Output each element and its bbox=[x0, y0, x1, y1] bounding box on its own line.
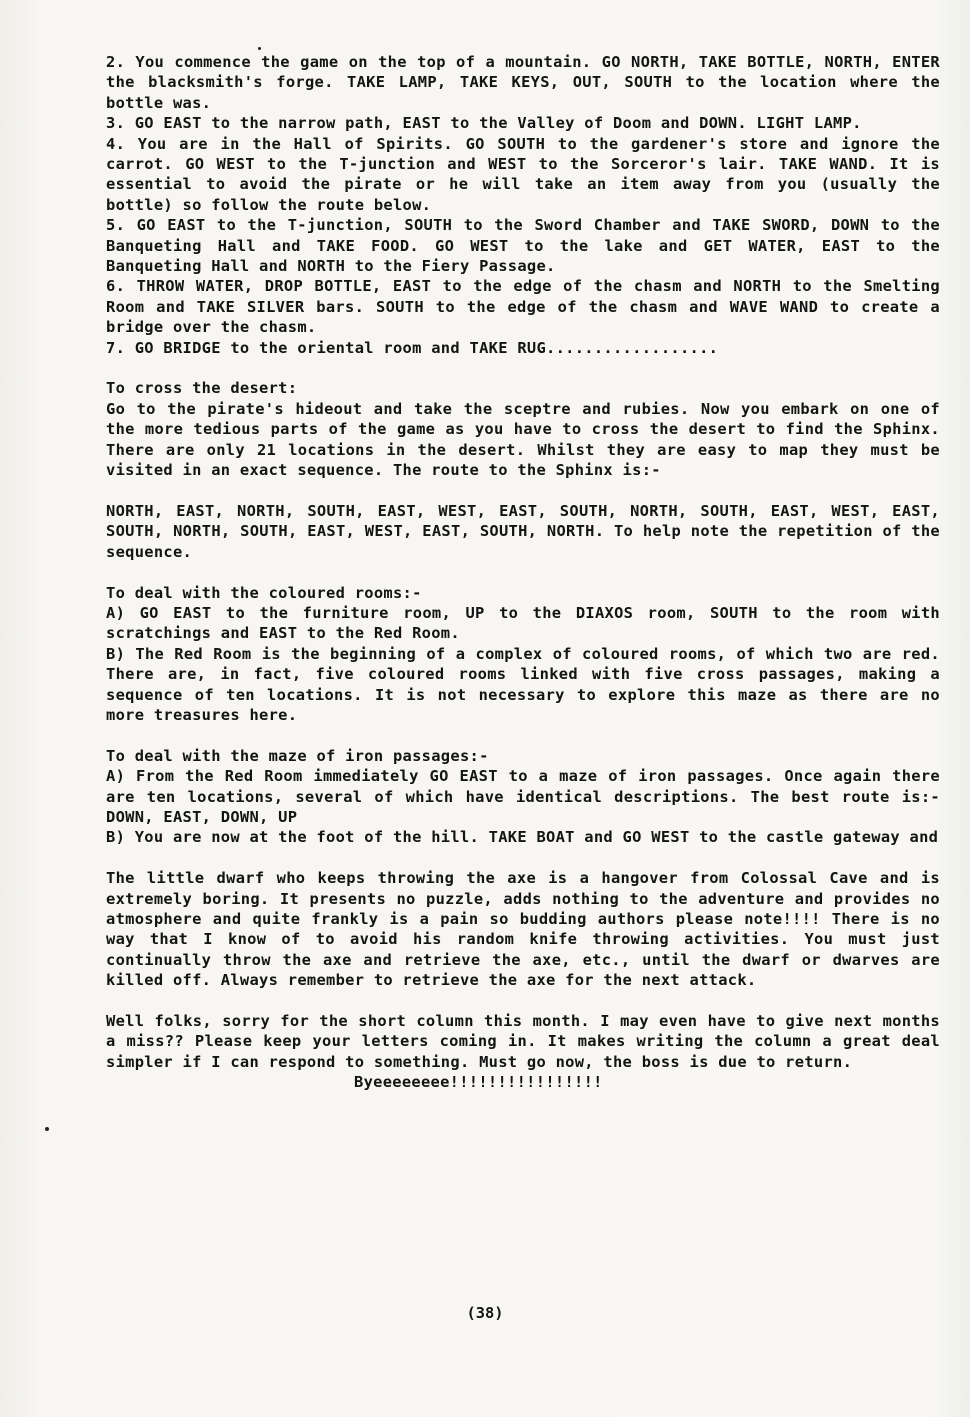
coloured-rooms-heading: To deal with the coloured rooms:- bbox=[106, 583, 422, 602]
step-3-paragraph: 3. GO EAST to the narrow path, EAST to the Valley of Doom and DOWN. LIGHT LAMP. bbox=[106, 114, 862, 133]
stray-dot-mark bbox=[258, 47, 261, 50]
iron-maze-heading: To deal with the maze of iron passages:- bbox=[106, 746, 489, 765]
closing-paragraph: Well folks, sorry for the short column this month. I may even have to give next months a miss?? Please keep your letters coming in. It makes writing the column a great deal simpler if I can respond to something. Must go now, the boss is due to return. bbox=[106, 1012, 940, 1071]
stray-dot-mark bbox=[45, 1127, 49, 1131]
step-4-paragraph: 4. You are in the Hall of Spirits. GO SOUTH to the gardener's store and ignore the carrot. GO WEST to the T-junction and WEST to the Sorceror's lair. TAKE WAND. It is essential to avoid the pirate or he will take an item away from you (usually the bottle) so follow the route below. bbox=[106, 134, 940, 214]
step-5-paragraph: 5. GO EAST to the T-junction, SOUTH to the Sword Chamber and TAKE SWORD, DOWN to the Banqueting Hall and TAKE FOOD. GO WEST to the lake and GET WATER, EAST to the Banqueting Hall and NORTH to the Fiery Passage. bbox=[106, 216, 940, 276]
iron-maze-step-b: B) You are now at the foot of the hill. TAKE BOAT and GO WEST to the castle gateway and bbox=[106, 828, 939, 847]
signoff: Byeeeeeeee!!!!!!!!!!!!!!!! bbox=[354, 1073, 603, 1092]
iron-maze-step-a: A) From the Red Room immediately GO EAST to a maze of iron passages. Once again there are ten locations, several of which have identical descriptions. The best route is:- DOWN, EAST, DOWN, UP bbox=[106, 767, 940, 826]
desert-route-paragraph: NORTH, EAST, NORTH, SOUTH, EAST, WEST, EAST, SOUTH, NORTH, SOUTH, EAST, WEST, EAST, SOUTH, NORTH, SOUTH, EAST, WEST, EAST, SOUTH, NORTH. To help note the repetition of the sequence. bbox=[106, 501, 940, 561]
page-number: (38) bbox=[466, 1304, 504, 1322]
step-6-paragraph: 6. THROW WATER, DROP BOTTLE, EAST to the edge of the chasm and NORTH to the Smelting Room and TAKE SILVER bars. SOUTH to the edge of the chasm and WAVE WAND to create a bridge over the chasm. bbox=[106, 277, 940, 337]
dwarf-paragraph: The little dwarf who keeps throwing the axe is a hangover from Colossal Cave and is extremely boring. It presents no puzzle, adds nothing to the adventure and provides no atmosphere and quite frankly is a pain so budding authors please note!!!! There is no way that I know of to avoid his random knife throwing activities. You must just continually throw the axe and retrieve the axe, etc., until the dwarf or dwarves are killed off. Always remember to retrieve the axe for the next attack. bbox=[106, 869, 940, 990]
desert-heading: To cross the desert: bbox=[106, 379, 298, 398]
step-7-paragraph: 7. GO BRIDGE to the oriental room and TAKE RUG.................. bbox=[106, 338, 719, 357]
step-2-paragraph: 2. You commence the game on the top of a mountain. GO NORTH, TAKE BOTTLE, NORTH, ENTER the blacksmith's forge. TAKE LAMP, TAKE KEYS, OUT, SOUTH to the location where the bottle was. bbox=[106, 53, 940, 112]
coloured-rooms-step-b: B) The Red Room is the beginning of a complex of coloured rooms, of which two are red. There are, in fact, five coloured rooms linked with five cross passages, making a sequence of ten locations. It is not necessary to explore this maze as there are no more treasures here. bbox=[106, 644, 940, 724]
coloured-rooms-step-a: A) GO EAST to the furniture room, UP to the DIAXOS room, SOUTH to the room with scratchings and EAST to the Red Room. bbox=[106, 603, 940, 643]
article-text bbox=[106, 52, 940, 1093]
desert-paragraph: Go to the pirate's hideout and take the sceptre and rubies. Now you embark on one of the more tedious parts of the game as you have to cross the desert to find the Sphinx. There are only 21 locations in the desert. Whilst they are easy to map they must be visited in an exact sequence. The route to the Sphinx is:- bbox=[106, 399, 940, 480]
